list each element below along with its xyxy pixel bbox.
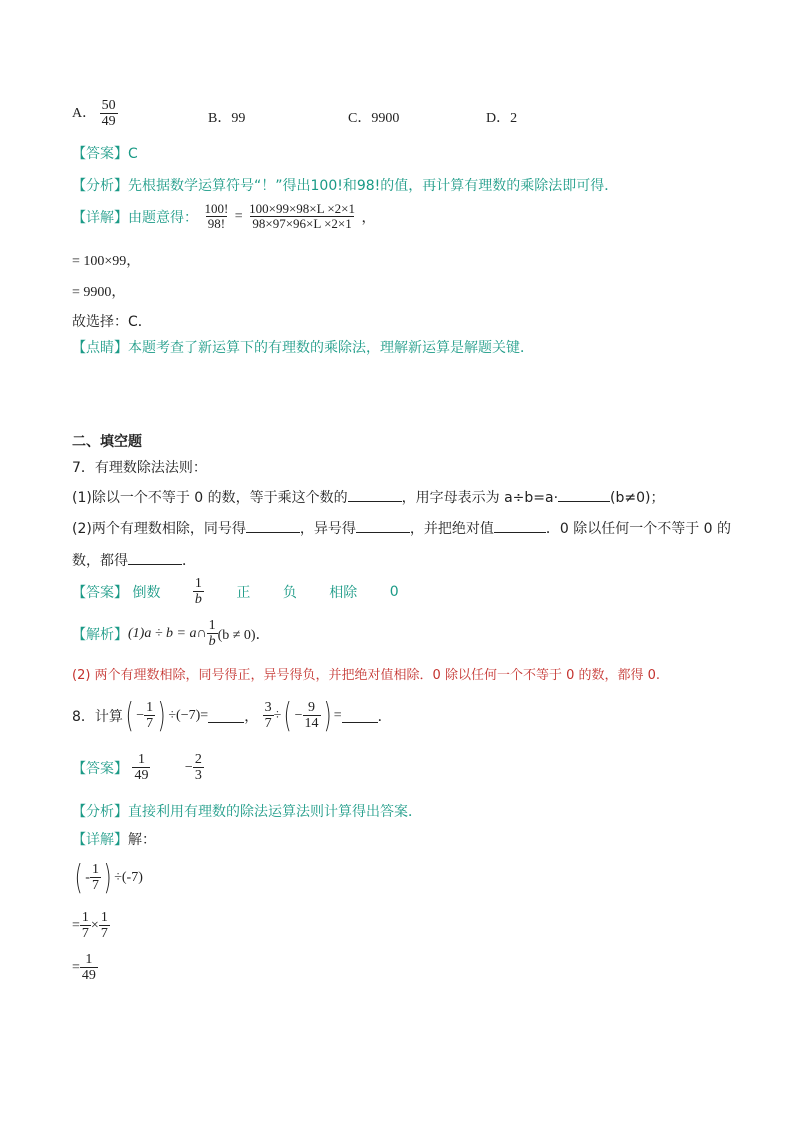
w2-fraction-2 xyxy=(99,910,110,942)
q8-work-line1 xyxy=(72,857,143,898)
e1-sign: − xyxy=(136,707,145,723)
answer-fraction-numerator: 1 xyxy=(194,576,202,591)
answer-fraction-denominator: b xyxy=(194,592,202,608)
w2-denominator-1: 7 xyxy=(81,926,89,942)
q6-comment xyxy=(72,337,534,357)
q7-line2-part3: ，并把绝对值 xyxy=(409,521,494,537)
detail-comma: ， xyxy=(361,209,376,226)
q8-work-line3 xyxy=(72,952,98,984)
q8-analysis xyxy=(72,801,422,821)
e2-numerator: 3 xyxy=(264,700,272,715)
w2-denominator-2: 7 xyxy=(100,926,108,942)
q8-work-line2 xyxy=(72,910,110,942)
e2-sign: − xyxy=(294,707,303,723)
q6-choose: 故选择：C． xyxy=(72,314,152,330)
analysis-text: 先根据数学运算符号“！”得出100!和98!的值，再计算有理数的乘除法即可得． xyxy=(128,178,619,194)
q6-detail: 【详解】由题意得： $\frac{100!}{98!}$ = $\frac{100\times 99\times 98\times L \times 2\times 1}{98\times 97\times 96\times L \times 2\times 1}$ ， xyxy=(72,201,376,232)
blank-6[interactable] xyxy=(128,550,182,565)
blank-3[interactable] xyxy=(246,518,300,533)
w2-numerator-1: 1 xyxy=(81,910,89,925)
q7-line1-part3: (b≠0)； xyxy=(610,490,665,506)
e2-denominator: 7 xyxy=(264,716,272,732)
blank-5[interactable] xyxy=(494,518,546,533)
comment-text: 本题考查了新运算下的有理数的乘除法，理解新运算是解题关键． xyxy=(128,340,534,356)
analysis-tag: 【分析】 xyxy=(72,804,128,820)
expanded-denominator: 98×97×96×L ×2×1 xyxy=(252,216,352,232)
blank-7[interactable] xyxy=(208,708,244,723)
q6-answer xyxy=(72,143,138,163)
option-a-denominator: 49 xyxy=(101,114,116,130)
q6-step1: = 100×99， xyxy=(72,254,141,269)
q6-analysis xyxy=(72,175,618,195)
w2-numerator-2: 1 xyxy=(100,910,108,925)
q8-period: ． xyxy=(377,708,392,725)
blank-2[interactable] xyxy=(558,487,610,502)
w1-denominator: 7 xyxy=(91,878,99,894)
answer-tag: 【答案】 xyxy=(72,760,128,777)
w1-numerator: 1 xyxy=(91,862,99,877)
e2-inner-numerator: 9 xyxy=(308,700,315,715)
w2-equals: = xyxy=(72,917,80,933)
q7-line1-part2: ，用字母表示为 a÷b=a· xyxy=(401,490,559,506)
option-d xyxy=(486,107,517,127)
q7-line2-part2: ，异号得 xyxy=(299,521,356,537)
analysis-text: 直接利用有理数的除法运算法则计算得出答案． xyxy=(128,804,422,820)
expanded-fraction xyxy=(247,202,357,232)
w1-divide: ÷ xyxy=(114,869,122,885)
w3-denominator: 49 xyxy=(81,968,96,984)
q8-stem xyxy=(72,695,392,736)
blank-4[interactable] xyxy=(356,518,410,533)
comment-tag: 【点睛】 xyxy=(72,340,128,356)
q7-line2-part4: ．0 除以任何一个不等于 0 的 xyxy=(545,521,732,537)
option-c: C．9900 xyxy=(348,111,400,126)
ans2-sign: − xyxy=(184,759,193,775)
e2-inner-denominator: 14 xyxy=(304,716,319,732)
answer-reciprocal: 倒数 xyxy=(132,584,161,601)
q7-stem: 7．有理数除法法则： xyxy=(72,460,207,476)
q6-step2: = 9900， xyxy=(72,285,126,300)
q7-line3-part1: 数，都得 xyxy=(72,553,128,569)
left-paren-2: ( xyxy=(283,695,292,736)
q7-line1 xyxy=(72,487,665,507)
detail-lead: 解： xyxy=(128,832,156,848)
ans1-numerator: 1 xyxy=(137,752,145,767)
explain-tag: 【解析】 xyxy=(72,626,128,643)
factorial-fraction xyxy=(202,202,230,232)
answer-positive: 正 xyxy=(236,584,251,601)
w2-multiply: × xyxy=(90,917,99,933)
answer-tag: 【答案】 xyxy=(72,146,128,162)
answer-tag: 【答案】 xyxy=(72,584,128,601)
explain-formula-left: (1)a ÷ b = a∩ xyxy=(128,625,207,641)
detail-lead: 由题意得： xyxy=(128,209,198,226)
option-a xyxy=(72,98,118,130)
w1-sign: - xyxy=(85,869,90,885)
w1-fraction xyxy=(90,862,101,894)
q7-line3-part2: ． xyxy=(182,553,196,569)
left-paren: ( xyxy=(125,695,134,736)
q8-detail xyxy=(72,829,156,849)
answer-fraction-2 xyxy=(193,752,204,784)
explain-fraction xyxy=(207,618,218,650)
explain-fraction-numerator: 1 xyxy=(208,618,216,633)
q8-stem-lead: 8．计算 xyxy=(72,708,123,725)
answer-fraction xyxy=(193,576,204,608)
section-title: 二、填空题 xyxy=(72,434,142,450)
e2-divide: ÷ xyxy=(273,707,282,723)
blank-8[interactable] xyxy=(342,708,378,723)
q7-line2-part1: (2)两个有理数相除，同号得 xyxy=(72,521,246,537)
ans2-denominator: 3 xyxy=(194,768,202,784)
factorial-numerator: 100! xyxy=(204,201,229,216)
q7-line2 xyxy=(72,518,731,538)
work-left-paren: ( xyxy=(74,857,83,898)
answer-zero: 0 xyxy=(389,583,399,600)
e1-fraction xyxy=(144,700,155,732)
explain-formula-right: (b ≠ 0)． xyxy=(217,627,270,643)
e1-numerator: 1 xyxy=(146,700,154,715)
ans1-denominator: 49 xyxy=(134,768,149,784)
e2-inner-fraction xyxy=(303,700,321,732)
w1-rhs: (-7) xyxy=(121,869,143,885)
e1-equals: = xyxy=(200,707,209,723)
e1-divide: ÷ xyxy=(168,707,177,723)
w3-equals: = xyxy=(72,959,80,975)
right-paren-2: ) xyxy=(323,695,332,736)
w2-fraction-1 xyxy=(80,910,91,942)
q7-answer xyxy=(72,576,399,608)
answer-value: C xyxy=(128,146,138,162)
q7-line1-part1: (1)除以一个不等于 0 的数，等于乘这个数的 xyxy=(72,490,348,506)
detail-tag: 【详解】 xyxy=(72,209,128,226)
explain-fraction-denominator: b xyxy=(208,634,216,650)
blank-1[interactable] xyxy=(348,487,402,502)
factorial-denominator: 98! xyxy=(207,216,226,232)
e2-fraction xyxy=(263,700,274,732)
detail-tag: 【详解】 xyxy=(72,832,128,848)
ans2-numerator: 2 xyxy=(194,752,202,767)
answer-divide: 相除 xyxy=(329,584,358,601)
q7-explain1 xyxy=(72,618,270,650)
option-a-label: A． xyxy=(72,106,97,122)
q8-comma: ， xyxy=(244,708,259,725)
q7-explain2: (2) 两个有理数相除，同号得正，异号得负，并把绝对值相除．0 除以任何一个不等于 0 的数，都得 0. xyxy=(72,668,661,683)
q8-answer xyxy=(72,752,204,784)
e1-denominator: 7 xyxy=(146,716,154,732)
q7-line3 xyxy=(72,550,196,570)
option-d-label: D． xyxy=(486,111,511,126)
expanded-numerator: 100×99×98×L ×2×1 xyxy=(249,201,355,216)
answer-negative: 负 xyxy=(282,584,297,601)
analysis-tag: 【分析】 xyxy=(72,178,128,194)
option-a-numerator: 50 xyxy=(101,98,116,113)
e2-equals: = xyxy=(333,707,342,723)
w3-fraction xyxy=(80,952,98,984)
w3-numerator: 1 xyxy=(85,952,93,967)
option-d-value: 2 xyxy=(510,111,518,126)
option-b: B．99 xyxy=(208,111,246,126)
right-paren: ) xyxy=(157,695,166,736)
option-a-fraction xyxy=(100,98,118,130)
e1-rhs: (−7) xyxy=(176,707,201,723)
answer-fraction-1 xyxy=(132,752,150,784)
work-right-paren: ) xyxy=(103,857,112,898)
